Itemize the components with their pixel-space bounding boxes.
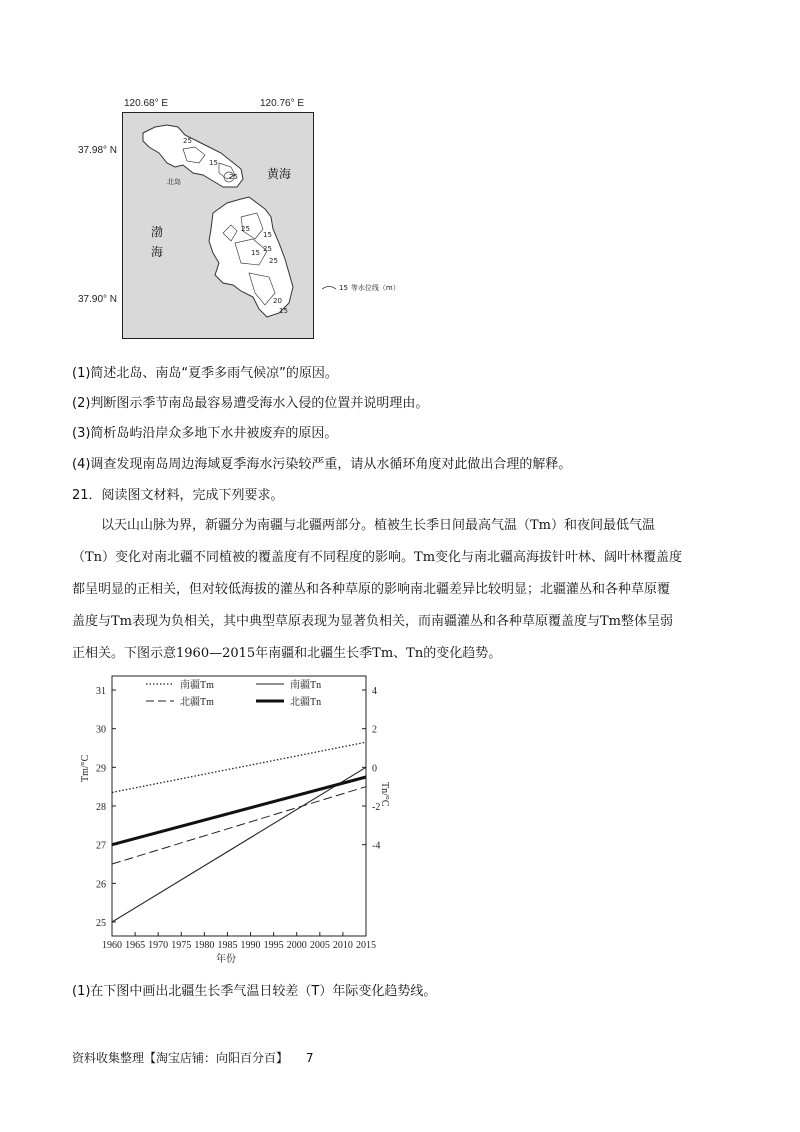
x-tick-label: 2005: [309, 940, 330, 951]
y-left-tick-label: 27: [96, 840, 106, 852]
contour-label: 25: [269, 257, 278, 265]
paragraph-line: 盖度与Tm表现为负相关，其中典型草原表现为显著负相关，而南疆灌丛和各种草原覆盖度与Tm整体呈弱: [72, 614, 673, 629]
contour-legend-icon: [322, 284, 336, 292]
y-left-tick-label: 25: [96, 918, 106, 929]
x-tick-label: 1995: [263, 940, 284, 951]
y-right-tick-label: -4: [372, 840, 381, 852]
paragraph-line: 以天山山脉为界，新疆分为南疆与北疆两部分。植被生长季日间最高气温（Tm）和夜间最低气温: [101, 518, 655, 533]
x-tick-label: 2015: [356, 940, 376, 951]
x-tick-label: 1970: [148, 940, 169, 951]
y-left-tick-label: 26: [96, 879, 106, 891]
north-island-label: 北岛: [167, 178, 181, 186]
temperature-trend-chart: [70, 670, 400, 970]
sea-label-bohai-2: 海: [151, 245, 164, 259]
x-tick-label: 2000: [286, 940, 307, 951]
contour-label: 20: [273, 297, 282, 305]
map-question-4: (4)调查发现南岛周边海域夏季海水污染较严重，请从水循环角度对此做出合理的解释。: [72, 457, 572, 472]
contour-label: 25: [229, 173, 238, 181]
x-axis-label: 年份: [216, 954, 236, 965]
contour-label: 15: [279, 307, 288, 315]
y-left-tick-label: 31: [96, 686, 106, 697]
y-left-tick-label: 30: [96, 724, 106, 736]
chart-question-1: (1)在下图中画出北疆生长季气温日较差（T）年际变化趋势线。: [72, 984, 437, 999]
contour-label: 15: [263, 231, 272, 239]
map-question-1: (1)简述北岛、南岛“夏季多雨气候凉”的原因。: [72, 366, 338, 381]
sea-label-yellow: 黄海: [267, 167, 292, 181]
series-line-2: [112, 787, 366, 864]
x-tick-label: 2010: [332, 940, 353, 951]
sea-label-bohai-1: 渤: [151, 225, 164, 239]
legend-value: 15: [339, 284, 348, 292]
y-left-tick-label: 29: [96, 763, 106, 775]
paragraph-line: （Tn）变化对南北疆不同植被的覆盖度有不同程度的影响。Tm变化与南北疆高海拔针叶林、阔叶林覆盖度: [72, 550, 683, 565]
x-tick-label: 1975: [171, 940, 192, 951]
y-right-tick-label: -2: [372, 802, 381, 813]
x-tick-label: 1985: [217, 940, 238, 951]
series-line-3: [112, 777, 366, 845]
series-line-0: [112, 742, 366, 792]
legend-text: 等水位线（m）: [350, 284, 400, 292]
map-lon-right: 120.76° E: [260, 98, 305, 109]
island-map: [122, 112, 314, 339]
footer-source: [72, 1049, 313, 1066]
plot-frame: [112, 676, 366, 936]
series-line-1: [112, 767, 366, 922]
chart-legend: [146, 678, 321, 708]
north-island: [143, 125, 243, 187]
contour-label: 25: [263, 245, 272, 253]
legend-label-north-tm: 北疆Tm: [180, 697, 214, 708]
question-21-title: 21．阅读图文材料，完成下列要求。: [72, 488, 284, 503]
y-right-tick-label: 4: [372, 686, 377, 697]
map-legend: [322, 283, 400, 293]
map-lon-left: 120.68° E: [124, 98, 169, 109]
y-right-tick-label: 0: [372, 763, 377, 775]
map-lat-top: 37.98° N: [78, 145, 118, 156]
x-tick-label: 1960: [102, 940, 122, 951]
paragraph-line: 正相关。下图示意1960—2015年南疆和北疆生长季Tm、Tn的变化趋势。: [72, 646, 502, 661]
map-question-2: (2)判断图示季节南岛最容易遭受海水入侵的位置并说明理由。: [72, 396, 429, 411]
contour-label: 25: [183, 137, 192, 145]
contour-label: 25: [241, 225, 250, 233]
legend-label-south-tn: 南疆Tn: [290, 680, 322, 691]
y-right-tick-label: 2: [372, 724, 377, 736]
paragraph-line: 都呈明显的正相关，但对较低海拔的灌丛和各种草原的影响南北疆差异比较明显；北疆灌丛和各种草原覆: [72, 582, 671, 597]
x-tick-label: 1990: [240, 940, 261, 951]
y-axis-right-label: Tn/°C: [379, 782, 390, 807]
y-left-tick-label: 28: [96, 802, 106, 813]
map-question-3: (3)简析岛屿沿岸众多地下水井被废弃的原因。: [72, 426, 338, 441]
legend-label-south-tm: 南疆Tm: [180, 680, 214, 691]
map-lat-bottom: 37.90° N: [78, 294, 118, 305]
legend-label-north-tn: 北疆Tn: [290, 697, 322, 708]
x-tick-label: 1965: [125, 940, 146, 951]
footer-text: 资料收集整理【淘宝店铺：向阳百分百】: [72, 1051, 289, 1065]
contour-label: 15: [251, 249, 260, 257]
y-axis-left-label: Tm/°C: [80, 754, 91, 782]
page-number: 7: [305, 1051, 314, 1065]
x-tick-label: 1980: [194, 940, 215, 951]
contour-label: 15: [209, 159, 218, 167]
